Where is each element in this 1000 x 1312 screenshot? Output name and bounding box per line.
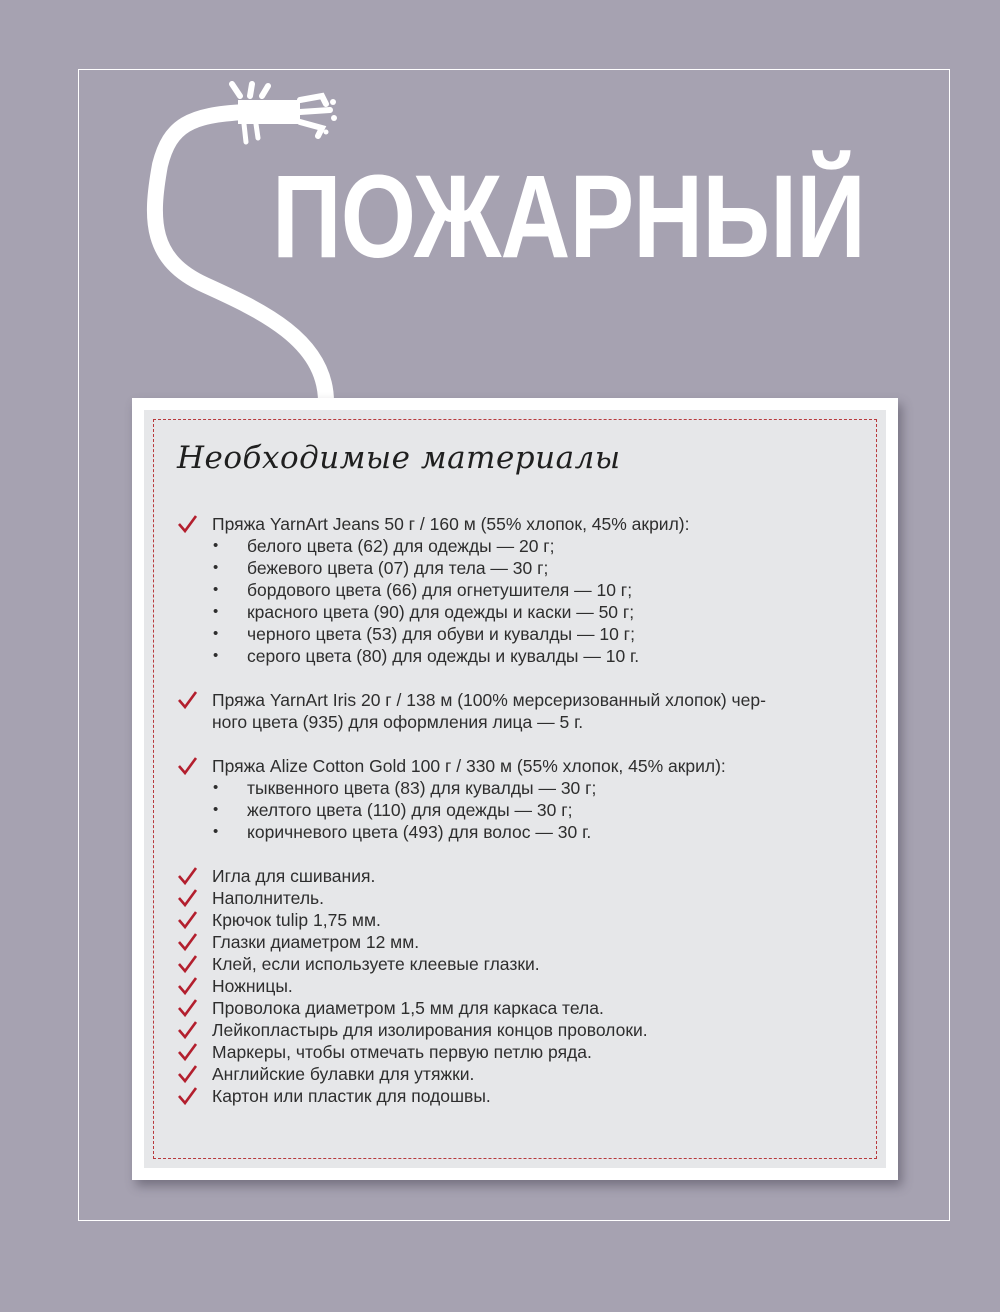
checkmark-icon bbox=[177, 1042, 197, 1062]
tool-item-text: Проволока диаметром 1,5 мм для каркаса тела. bbox=[212, 998, 604, 1018]
sub-item: • тыквенного цвета (83) для кувалды — 30 г; bbox=[213, 778, 597, 798]
tool-item-text: Маркеры, чтобы отмечать первую петлю ряда. bbox=[212, 1042, 592, 1062]
page-title: ПОЖАРНЫЙ bbox=[272, 151, 866, 283]
list-item bbox=[177, 755, 867, 777]
sub-item: • черного цвета (53) для обуви и кувалды — 10 г; bbox=[213, 624, 635, 644]
tool-item bbox=[177, 1019, 867, 1041]
tool-item-text: Наполнитель. bbox=[212, 888, 325, 908]
checkmark-icon bbox=[177, 954, 197, 974]
checkmark-icon bbox=[177, 1020, 197, 1040]
yarn-group bbox=[177, 513, 867, 667]
sub-item-text: красного цвета (90) для одежды и каски — 50 г; bbox=[247, 602, 635, 622]
tool-item bbox=[177, 997, 867, 1019]
tool-item bbox=[177, 953, 867, 975]
tool-item-text: Клей, если используете клеевые глазки. bbox=[212, 954, 540, 974]
checkmark-icon bbox=[177, 888, 197, 908]
sub-item-text: серого цвета (80) для одежды и кувалды — 10 г. bbox=[247, 646, 640, 666]
sub-item: • красного цвета (90) для одежды и каски — 50 г; bbox=[213, 602, 635, 622]
sub-item: • желтого цвета (110) для одежды — 30 г; bbox=[213, 800, 573, 820]
tool-item-text: Игла для сшивания. bbox=[212, 866, 376, 886]
materials-heading: Необходимые материалы bbox=[177, 440, 621, 476]
checkmark-icon bbox=[177, 514, 197, 534]
checkmark-icon bbox=[177, 690, 197, 710]
checkmark-icon bbox=[177, 976, 197, 996]
sub-item: • серого цвета (80) для одежды и кувалды — 10 г. bbox=[213, 646, 640, 666]
sub-item-text: желтого цвета (110) для одежды — 30 г; bbox=[247, 800, 573, 820]
materials-list bbox=[177, 513, 867, 1129]
sub-item-text: бежевого цвета (07) для тела — 30 г; bbox=[247, 558, 549, 578]
sub-item: • бежевого цвета (07) для тела — 30 г; bbox=[213, 558, 549, 578]
materials-card bbox=[132, 398, 898, 1180]
list-item bbox=[177, 513, 867, 535]
checkmark-icon bbox=[177, 998, 197, 1018]
tool-item-text: Ножницы. bbox=[212, 976, 293, 996]
checkmark-icon bbox=[177, 932, 197, 952]
list-item-text-continued: ного цвета (935) для оформления лица — 5 г. bbox=[212, 712, 584, 732]
sub-item: • бордового цвета (66) для огнетушителя — 10 г; bbox=[213, 580, 633, 600]
sub-item-text: бордового цвета (66) для огнетушителя — 10 г; bbox=[247, 580, 633, 600]
tool-item bbox=[177, 1063, 867, 1085]
list-item-text: Пряжа YarnArt Jeans 50 г / 160 м (55% хлопок, 45% акрил): bbox=[212, 514, 690, 534]
yarn-group bbox=[177, 755, 867, 843]
sub-item-text: черного цвета (53) для обуви и кувалды — 10 г; bbox=[247, 624, 635, 644]
tool-item-text: Английские булавки для утяжки. bbox=[212, 1064, 475, 1084]
tool-item bbox=[177, 865, 867, 887]
tool-item-text: Лейкопластырь для изолирования концов проволоки. bbox=[212, 1020, 648, 1040]
checkmark-icon bbox=[177, 1064, 197, 1084]
tool-item bbox=[177, 975, 867, 997]
sub-item-text: белого цвета (62) для одежды — 20 г; bbox=[247, 536, 555, 556]
sub-item: • коричневого цвета (493) для волос — 30 г. bbox=[213, 822, 592, 842]
tool-item bbox=[177, 1085, 867, 1107]
sub-item-text: коричневого цвета (493) для волос — 30 г. bbox=[247, 822, 592, 842]
checkmark-icon bbox=[177, 866, 197, 886]
list-item bbox=[177, 689, 867, 733]
checkmark-icon bbox=[177, 1086, 197, 1106]
tool-item-text: Глазки диаметром 12 мм. bbox=[212, 932, 420, 952]
tool-item bbox=[177, 887, 867, 909]
tool-item bbox=[177, 909, 867, 931]
tool-item-text: Картон или пластик для подошвы. bbox=[212, 1086, 491, 1106]
yarn-group bbox=[177, 689, 867, 733]
list-item-text: Пряжа YarnArt Iris 20 г / 138 м (100% мерсеризованный хлопок) чер- bbox=[212, 690, 766, 710]
sub-item: • белого цвета (62) для одежды — 20 г; bbox=[213, 536, 555, 556]
tools-group bbox=[177, 865, 867, 1107]
sub-item-text: тыквенного цвета (83) для кувалды — 30 г; bbox=[247, 778, 597, 798]
list-item-text: Пряжа Alize Cotton Gold 100 г / 330 м (55% хлопок, 45% акрил): bbox=[212, 756, 726, 776]
checkmark-icon bbox=[177, 756, 197, 776]
tool-item bbox=[177, 931, 867, 953]
tool-item-text: Крючок tulip 1,75 мм. bbox=[212, 910, 381, 930]
tool-item bbox=[177, 1041, 867, 1063]
checkmark-icon bbox=[177, 910, 197, 930]
